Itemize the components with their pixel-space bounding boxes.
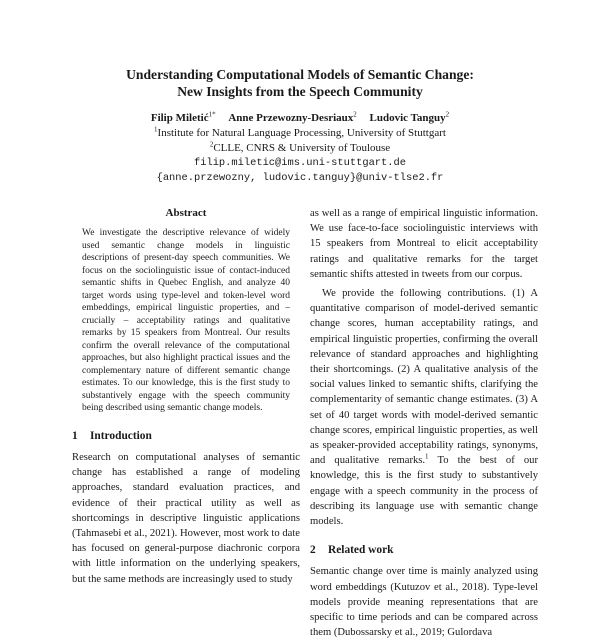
author-1-name: Filip Miletić	[150, 112, 209, 124]
section-1-heading	[72, 429, 300, 444]
right-col-paragraph-2	[310, 286, 538, 529]
affiliation-2-text: CLLE, CNRS & University of Toulouse	[213, 142, 391, 154]
section-2-text: Semantic change over time is mainly analyzed using word embeddings (Kutuzov et al., 2018). Type-level models provide meaning representations that are specific to time periods and can be compared across them (Dubossarsky et al., 2019; Gulordava	[310, 566, 538, 639]
author-2-sup: 2	[353, 110, 357, 119]
abstract-text: We investigate the descriptive relevance of widely used semantic change models in linguistic descriptions of present-day speech communities. We focus on the sociolinguistic issue of contact-induced semantic shifts in Quebec English, and analyze 40 target words using type-level and token-level word embeddings, empirical linguistic properties, and – crucially – acceptability ratings and qualitative remarks by 15 speakers from Montreal. Our results confirm the overall relevance of the computational approaches, but also highlight practical issues and the complementary nature of different semantic change estimates. To our knowledge, this is the first study to substantively engage with the speech community being described using semantic change models.	[82, 228, 290, 414]
section-2-number: 2	[310, 544, 316, 557]
author-1	[151, 112, 216, 124]
right-col-paragraph-1: as well as a range of empirical linguistic information. We use face-to-face sociolinguistic interviews with 15 speakers from Montreal to elicit acceptability ratings and qualitative remarks for the target semantic shifts attested in tweets from our corpus.	[310, 208, 538, 280]
affiliation-1-sup: 1	[154, 125, 158, 134]
left-column	[72, 206, 300, 587]
email-1[interactable]: filip.miletic@ims.uni-stuttgart.de	[193, 157, 406, 169]
author-2	[228, 112, 356, 124]
title-line-2: New Insights from the Speech Community	[177, 84, 423, 99]
author-3	[370, 112, 450, 124]
author-names	[60, 111, 540, 126]
abstract-heading: Abstract	[165, 207, 207, 219]
contributions-text-end: To the best of our knowledge, this is the first study to substantively engage with a speech community in the process of describing its language use with semantic change models.	[310, 455, 538, 528]
author-2-name: Anne Przewozny-Desriaux	[228, 112, 354, 124]
email-2[interactable]: {anne.przewozny, ludovic.tanguy}@univ-tlse2.fr	[156, 172, 444, 184]
right-column	[310, 206, 538, 640]
author-3-name: Ludovic Tanguy	[369, 112, 446, 124]
section-2-title: Related work	[328, 544, 394, 557]
affiliation-1	[60, 126, 540, 141]
author-1-sup: 1*	[208, 110, 216, 119]
title-line-1: Understanding Computational Models of Semantic Change:	[126, 67, 474, 82]
contributions-text: We provide the following contributions. (1) A quantitative comparison of model-derived semantic change scores, human acceptability ratings, and empirical linguistic properties, confirming the overall relevance of standard approaches and highlighting their shortcomings. (2) A qualitative analysis of the social values linked to semantic shifts, clarifying the complementarity of semantic change estimates. (3) A set of 40 target words with model-derived semantic change scores, empirical linguistic properties, as well as speaker-provided acceptability ratings, synonyms, and qualitative remarks.	[310, 288, 538, 467]
section-1-text: Research on computational analyses of semantic change has established a range of modeling approaches, standard evaluation practices, and evidence of their practical utility as well as shortcomings in descriptive linguistic applications (Tahmasebi et al., 2021). However, most work to date has focused on general-purpose diachronic corpora with little information on the underlying speakers, but the same methods are increasingly used to study	[72, 451, 300, 585]
author-block	[60, 111, 540, 186]
author-3-sup: 2	[445, 110, 450, 119]
section-1-number: 1	[72, 429, 78, 442]
section-1-title: Introduction	[90, 429, 152, 442]
section-2-heading	[310, 543, 538, 558]
affiliation-2-sup: 2	[209, 140, 214, 149]
footnote-marker[interactable]: 1	[425, 452, 429, 461]
affiliation-2	[60, 141, 540, 156]
affiliation-1-text: Institute for Natural Language Processing, University of Stuttgart	[157, 127, 446, 139]
paper-title	[60, 66, 540, 100]
